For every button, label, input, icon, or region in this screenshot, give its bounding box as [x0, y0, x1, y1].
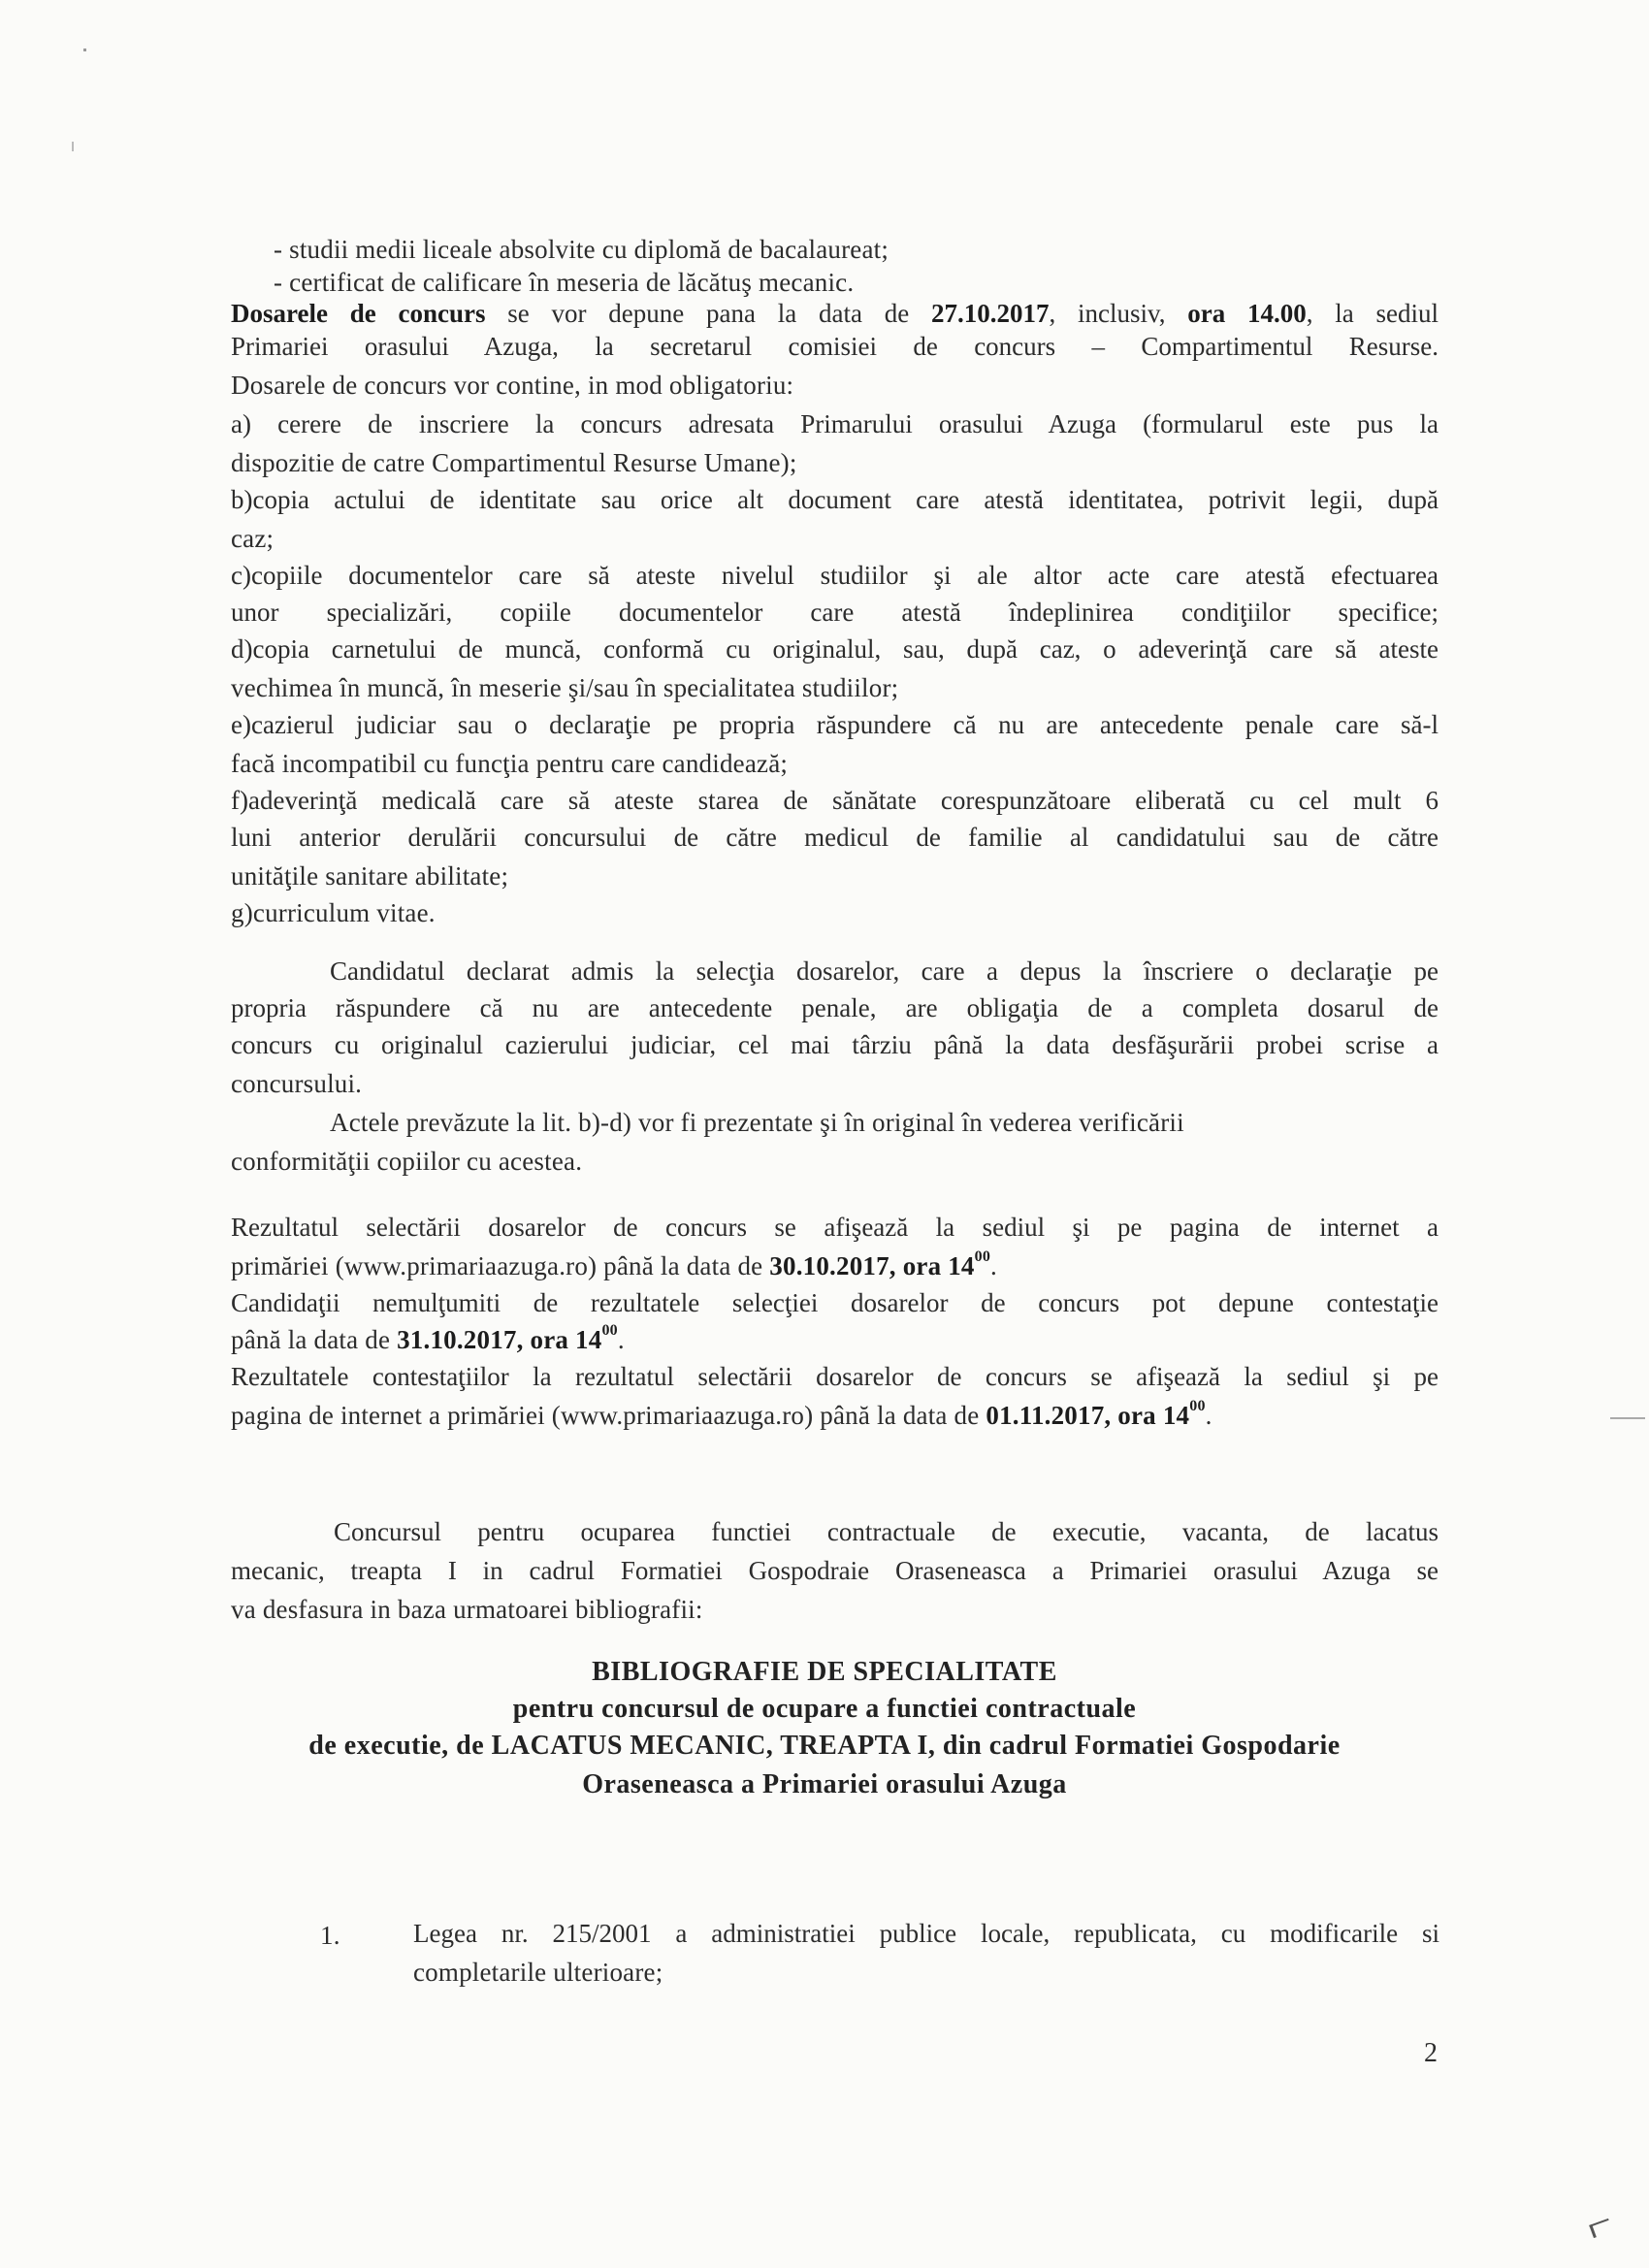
paragraph-dosare-line-3: Dosarele de concurs vor contine, in mod obligatoriu:: [231, 371, 794, 400]
requirement-line-studii: - studii medii liceale absolvite cu diplomă de bacalaureat;: [274, 235, 889, 264]
paragraph-contestatii-line-2: pagina de internet a primăriei (www.primariaazuga.ro) până la data de 01.11.2017, ora $14^{00}$.: [231, 1398, 1212, 1430]
paragraph-acte-line-1: Actele prevăzute la lit. b)-d) vor fi prezentate şi în original în vederea verificării: [330, 1108, 1184, 1137]
bibliography-item-line-2: completarile ulterioare;: [413, 1958, 663, 1987]
item-d-line-1: d)copia carnetului de muncă, conformă cu originalul, sau, după caz, o adeverinţă care să ateste: [231, 634, 1439, 664]
paragraph-candidat-line-1: Candidatul declarat admis la selecţia dosarelor, care a depus la înscriere o declaraţie pe: [330, 956, 1439, 986]
paragraph-concurs-line-1: Concursul pentru ocuparea functiei contractuale de executie, vacanta, de lacatus: [334, 1517, 1439, 1546]
bibliography-item-line-1: Legea nr. 215/2001 a administratiei publice locale, republicata, cu modificarile si: [413, 1919, 1439, 1948]
item-d-line-2: vechimea în muncă, în meserie şi/sau în specialitatea studiilor;: [231, 673, 899, 702]
bibliography-heading-title: BIBLIOGRAFIE DE SPECIALITATE: [592, 1657, 1057, 1687]
item-b-line-1: b)copia actului de identitate sau orice alt document care atestă identitatea, potrivit legii, după: [231, 485, 1439, 514]
paragraph-contestatie-line-1: Candidaţii nemulţumiti de rezultatele selecţiei dosarelor de concurs pot depune contestaţie: [231, 1288, 1439, 1317]
ink-mark: [1589, 2219, 1613, 2238]
item-a-line-1: a) cerere de inscriere la concurs adresata Primarului orasului Azuga (formularul este pus la: [231, 409, 1439, 438]
page-number: 2: [1424, 2038, 1439, 2068]
item-f-line-3: unităţile sanitare abilitate;: [231, 861, 509, 891]
scan-speck: [83, 49, 86, 51]
requirement-line-certificat: - certificat de calificare în meseria de lăcătuş mecanic.: [274, 268, 855, 297]
bibliography-heading-line-2: pentru concursul de ocupare a functiei contractuale: [512, 1694, 1137, 1724]
paragraph-acte-line-2: conformităţii copiilor cu acestea.: [231, 1147, 583, 1176]
paragraph-concurs-line-3: va desfasura in baza urmatoarei bibliografii:: [231, 1595, 703, 1624]
paragraph-candidat-line-2: propria răspundere că nu are antecedente penale, are obligaţia de a completa dosarul de: [231, 993, 1439, 1022]
paragraph-contestatie-line-2: până la data de 31.10.2017, ora $14^{00}$.: [231, 1322, 625, 1354]
item-f-line-2: luni anterior derulării concursului de către medicul de familie al candidatului sau de către: [231, 823, 1439, 852]
bibliography-item-number: 1.: [320, 1921, 340, 1950]
item-a-line-2: dispozitie de catre Compartimentul Resurse Umane);: [231, 448, 797, 477]
edge-line-mark: [1610, 1417, 1645, 1419]
item-b-line-2: caz;: [231, 524, 275, 553]
bibliography-heading-line-4: Oraseneasca a Primariei orasului Azuga: [582, 1769, 1067, 1799]
bibliography-heading-line-3: de executie, de LACATUS MECANIC, TREAPTA I, din cadrul Formatiei Gospodarie: [308, 1731, 1341, 1761]
paragraph-candidat-line-3: concurs cu originalul cazierului judiciar, cel mai târziu până la data desfăşurării probei scrise a: [231, 1030, 1439, 1059]
paragraph-dosare-line-1: Dosarele de concurs se vor depune pana la data de 27.10.2017, inclusiv, ora 14.00, la sediul: [231, 299, 1439, 328]
item-c-line-2: unor specializări, copiile documentelor care atestă îndeplinirea condiţiilor specifice;: [231, 598, 1439, 627]
paragraph-concurs-line-2: mecanic, treapta I in cadrul Formatiei Gospodraie Oraseneasca a Primariei orasului Azuga se: [231, 1556, 1439, 1585]
item-g-line-1: g)curriculum vitae.: [231, 898, 436, 927]
scan-speck: [72, 142, 74, 151]
paragraph-dosare-line-2: Primariei orasului Azuga, la secretarul comisiei de concurs – Compartimentul Resurse.: [231, 332, 1439, 361]
paragraph-candidat-line-4: concursului.: [231, 1069, 363, 1098]
paragraph-rezultat-line-2: primăriei (www.primariaazuga.ro) până la data de 30.10.2017, ora $14^{00}$.: [231, 1248, 997, 1280]
item-f-line-1: f)adeverinţă medicală care să ateste starea de sănătate corespunzătoare eliberată cu cel mult 6: [231, 786, 1439, 815]
paragraph-rezultat-line-1: Rezultatul selectării dosarelor de concurs se afişează la sediul şi pe pagina de internet a: [231, 1213, 1439, 1242]
item-c-line-1: c)copiile documentelor care să ateste nivelul studiilor şi ale altor acte care atestă efectuarea: [231, 561, 1439, 590]
item-e-line-2: facă incompatibil cu funcţia pentru care candidează;: [231, 749, 789, 778]
item-e-line-1: e)cazierul judiciar sau o declaraţie pe propria răspundere că nu are antecedente penale care să-l: [231, 710, 1439, 739]
paragraph-contestatii-line-1: Rezultatele contestaţiilor la rezultatul selectării dosarelor de concurs se afişează la sediul şi pe: [231, 1362, 1439, 1391]
